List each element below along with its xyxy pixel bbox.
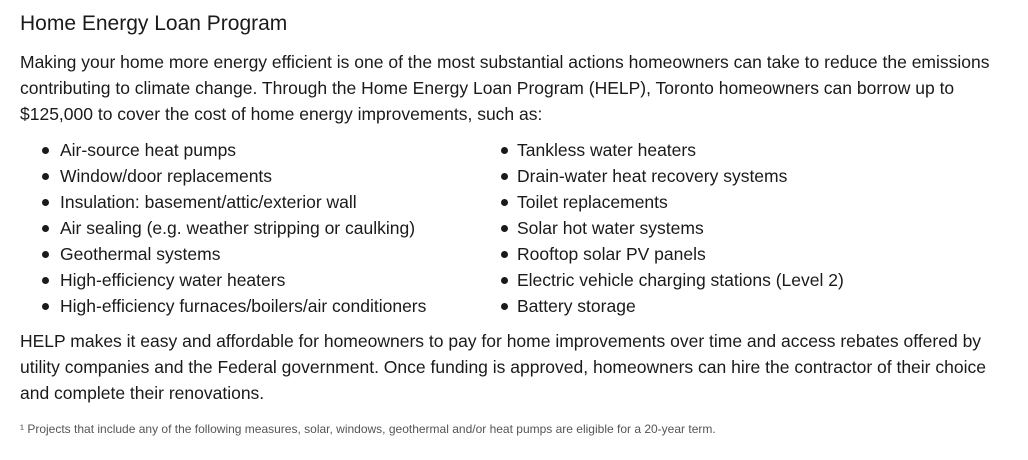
list-item xyxy=(480,163,1000,189)
list-item-label: Insulation: basement/attic/exterior wall xyxy=(60,192,357,212)
bullet-icon xyxy=(501,199,508,206)
list-item-label: Solar hot water systems xyxy=(517,218,704,238)
bullet-icon xyxy=(501,173,508,180)
closing-paragraph: HELP makes it easy and affordable for homeowners to pay for home improvements over time and access rebates offered by utility companies and the Federal government. Once funding is approved, homeowners can hire the contractor of their choice and complete their renovations. xyxy=(20,331,986,403)
bullet-icon xyxy=(501,251,508,258)
list-item xyxy=(20,293,480,319)
bullet-icon xyxy=(42,147,49,154)
list-item xyxy=(480,267,1000,293)
bullet-icon xyxy=(501,225,508,232)
bullet-icon xyxy=(501,277,508,284)
footnote: ¹ Projects that include any of the following measures, solar, windows, geothermal and/or heat pumps are eligible for a 20-year term. xyxy=(20,422,716,436)
list-item xyxy=(20,241,480,267)
bullet-icon xyxy=(42,303,49,310)
list-item xyxy=(20,163,480,189)
list-item-label: High-efficiency water heaters xyxy=(60,270,286,290)
list-item-label: Air-source heat pumps xyxy=(60,140,237,160)
improvements-list-right xyxy=(480,137,1000,319)
list-item-label: Toilet replacements xyxy=(517,192,668,212)
page-title: Home Energy Loan Program xyxy=(20,12,288,35)
list-item-label: Tankless water heaters xyxy=(517,140,696,160)
list-item-label: Geothermal systems xyxy=(60,244,221,264)
list-item-label: Drain-water heat recovery systems xyxy=(517,166,788,186)
list-item xyxy=(480,241,1000,267)
list-item-label: High-efficiency furnaces/boilers/air conditioners xyxy=(60,296,427,316)
list-item-label: Battery storage xyxy=(517,296,636,316)
list-item xyxy=(480,215,1000,241)
bullet-icon xyxy=(42,225,49,232)
list-item-label: Air sealing (e.g. weather stripping or caulking) xyxy=(60,218,416,238)
list-item xyxy=(20,215,480,241)
list-item-label: Electric vehicle charging stations (Level 2) xyxy=(517,270,844,290)
list-item xyxy=(480,137,1000,163)
bullet-icon xyxy=(501,147,508,154)
bullet-icon xyxy=(42,277,49,284)
list-item-label: Window/door replacements xyxy=(60,166,273,186)
list-item-label: Rooftop solar PV panels xyxy=(517,244,706,264)
list-item xyxy=(20,267,480,293)
list-item xyxy=(20,137,480,163)
list-item xyxy=(20,189,480,215)
intro-paragraph: Making your home more energy efficient is one of the most substantial actions homeowners can take to reduce the emissions contributing to climate change. Through the Home Energy Loan Program (HELP), Toronto homeowners can borrow up to $125,000 to cover the cost of home energy improvements, such as: xyxy=(20,52,990,124)
bullet-icon xyxy=(42,173,49,180)
bullet-icon xyxy=(42,199,49,206)
improvements-list-left xyxy=(20,137,480,319)
bullet-icon xyxy=(501,303,508,310)
list-item xyxy=(480,189,1000,215)
bullet-icon xyxy=(42,251,49,258)
improvements-lists xyxy=(20,137,1028,319)
list-item xyxy=(480,293,1000,319)
